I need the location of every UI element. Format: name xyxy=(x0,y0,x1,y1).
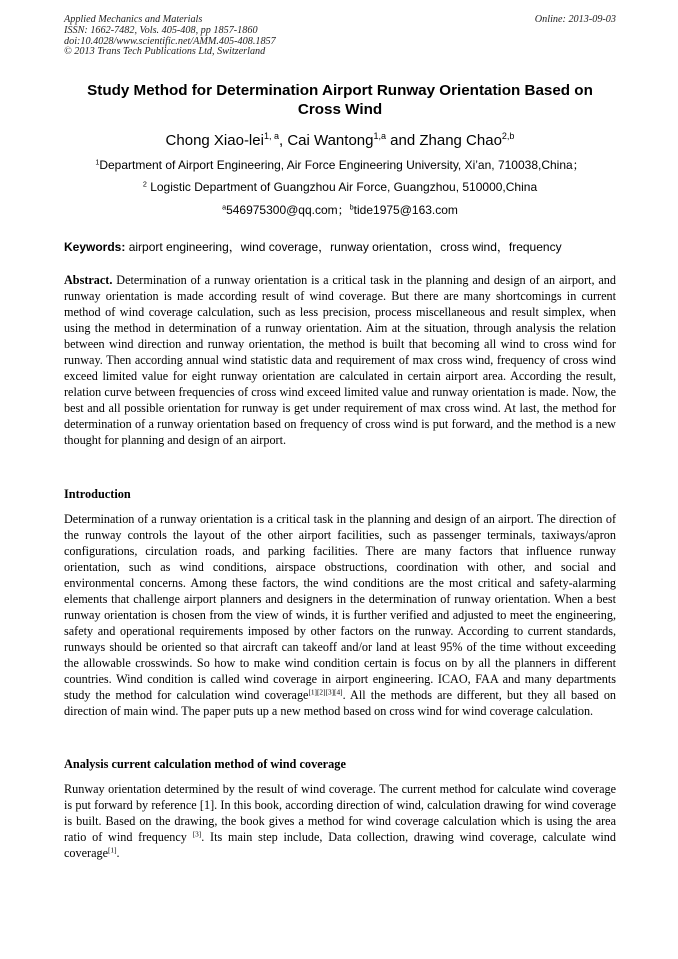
author-affiliation-mark: 1,a xyxy=(373,131,386,142)
email-address: tide1975@163.com xyxy=(353,203,458,217)
affiliation-mark: 2 xyxy=(142,179,147,189)
online-date: Online: 2013-09-03 xyxy=(534,14,616,25)
introduction-paragraph xyxy=(64,511,616,719)
paragraph-text: Determination of a runway orientation is a critical task in the planning and design of an airport. The direction of the runway controls the layout of the other airport facilities, such as passenger terminals, taxiways/apron configurations, circulation roads, and parking facilities. There are many factors that influence runway orientation, such as wind conditions, airspace obstructions, coordination with other, and social and environmental concerns. Among these factors, the wind conditions are the most critical and safety-alarming elements that challenge airport planners and designers in the determination of runway orientation. When a best runway orientation is chosen from the view of winds, it is further verified and adjusted to meet the engineering, safety and operational requirements imposed by other factors on the runway. According to current standards, runways should be oriented so that aircraft can takeoff and/or land at least 95% of the time without exceeding the allowable crosswinds. So how to make wind condition certain is focus on by all the planners in different countries. Wind condition is called wind coverage in airport engineering. ICAO, FAA and many departments study the method for calculation wind coverage xyxy=(64,512,616,702)
affiliation-mark: 1 xyxy=(95,157,100,167)
section-heading-introduction: Introduction xyxy=(64,487,131,501)
author-separator: , xyxy=(278,132,288,149)
journal-name: Applied Mechanics and Materials xyxy=(64,14,203,25)
author-emails xyxy=(64,203,616,217)
citation: [1] xyxy=(107,845,117,855)
paragraph-text: Runway orientation determined by the result of wind coverage. The current method for calculate wind coverage is put forward by reference [1]. In this book, according direction of wind, calculation drawing for wind coverage is built. Based on the drawing, the book gives a method for wind coverage calculation which is using the area ratio of wind frequency xyxy=(64,782,616,844)
abstract xyxy=(64,272,616,448)
email-address: 546975300@qq.com； xyxy=(226,203,350,217)
affiliation-text: Department of Airport Engineering, Air Force Engineering University, Xi’an, 710038,China； xyxy=(99,158,585,172)
analysis-paragraph xyxy=(64,781,616,861)
issn-line: ISSN: 1662-7482, Vols. 405-408, pp 1857-1860 xyxy=(64,24,258,36)
affiliation-1 xyxy=(64,158,616,172)
author-affiliation-mark: 1, a xyxy=(263,131,279,142)
paragraph-text: . All the methods are different, but they all based on direction of main wind. The paper puts up a new method based on cross wind for wind coverage calculation. xyxy=(64,688,617,718)
author-name: Cai Wantong xyxy=(287,132,374,149)
author-separator: and xyxy=(385,132,420,149)
email-mark: b xyxy=(349,202,354,212)
author-name: Zhang Chao xyxy=(419,132,502,149)
author-affiliation-mark: 2,b xyxy=(501,131,515,142)
affiliation-2 xyxy=(64,180,616,194)
journal-header xyxy=(64,15,616,58)
paragraph-text: . xyxy=(116,846,120,860)
keywords xyxy=(64,240,616,254)
affiliation-text: Logistic Department of Guangzhou Air Force, Guangzhou, 510000,China xyxy=(146,180,538,194)
citation: [3] xyxy=(192,829,202,839)
abstract-text: Determination of a runway orientation is a critical task in the planning and design of an airport, and runway orientation is made according result of wind coverage. But there are many shortcomings in current method of wind coverage calculation, such as less precision, process miscellaneous and result simplex, when using the method in determination of a runway orientation. Aim at the situation, through analysis the relation between wind direction and runway orientation, the method is built that becoming all wind to cross wind for runway. Then according annual wind statistic data and requirement of max cross wind, frequency of cross wind exceed limited value for eight runway orientation are calculated in certain airport area. According the result, relation curve between frequencies of cross wind exceed limited value and runway orientation is made. Now, the best and all possible orientation for runway is get under requirement of max cross wind. At last, the method for determination of a runway orientation based on frequency of cross wind is put forward, and the method is a new thought for planning and design of an airport. xyxy=(64,273,616,447)
paragraph-text: . Its main step include, Data collection, drawing wind coverage, calculate wind coverage xyxy=(64,830,616,860)
keywords-label: Keywords: xyxy=(64,240,126,254)
copyright-line: © 2013 Trans Tech Publications Ltd, Switzerland xyxy=(64,46,266,58)
abstract-label: Abstract. xyxy=(64,273,113,287)
paper-title: Study Method for Determination Airport Runway Orientation Based on Cross Wind xyxy=(87,82,593,118)
author-name: Chong Xiao-lei xyxy=(165,132,264,149)
author-list xyxy=(64,132,616,150)
citation: [1][2][3][4] xyxy=(308,687,343,697)
email-mark: a xyxy=(222,202,227,212)
doi-line: doi:10.4028/www.scientific.net/AMM.405-408.1857 xyxy=(64,35,276,47)
keywords-text: airport engineering，wind coverage，runway orientation，cross wind，frequency xyxy=(125,240,562,254)
section-heading-analysis: Analysis current calculation method of wind coverage xyxy=(64,757,346,771)
